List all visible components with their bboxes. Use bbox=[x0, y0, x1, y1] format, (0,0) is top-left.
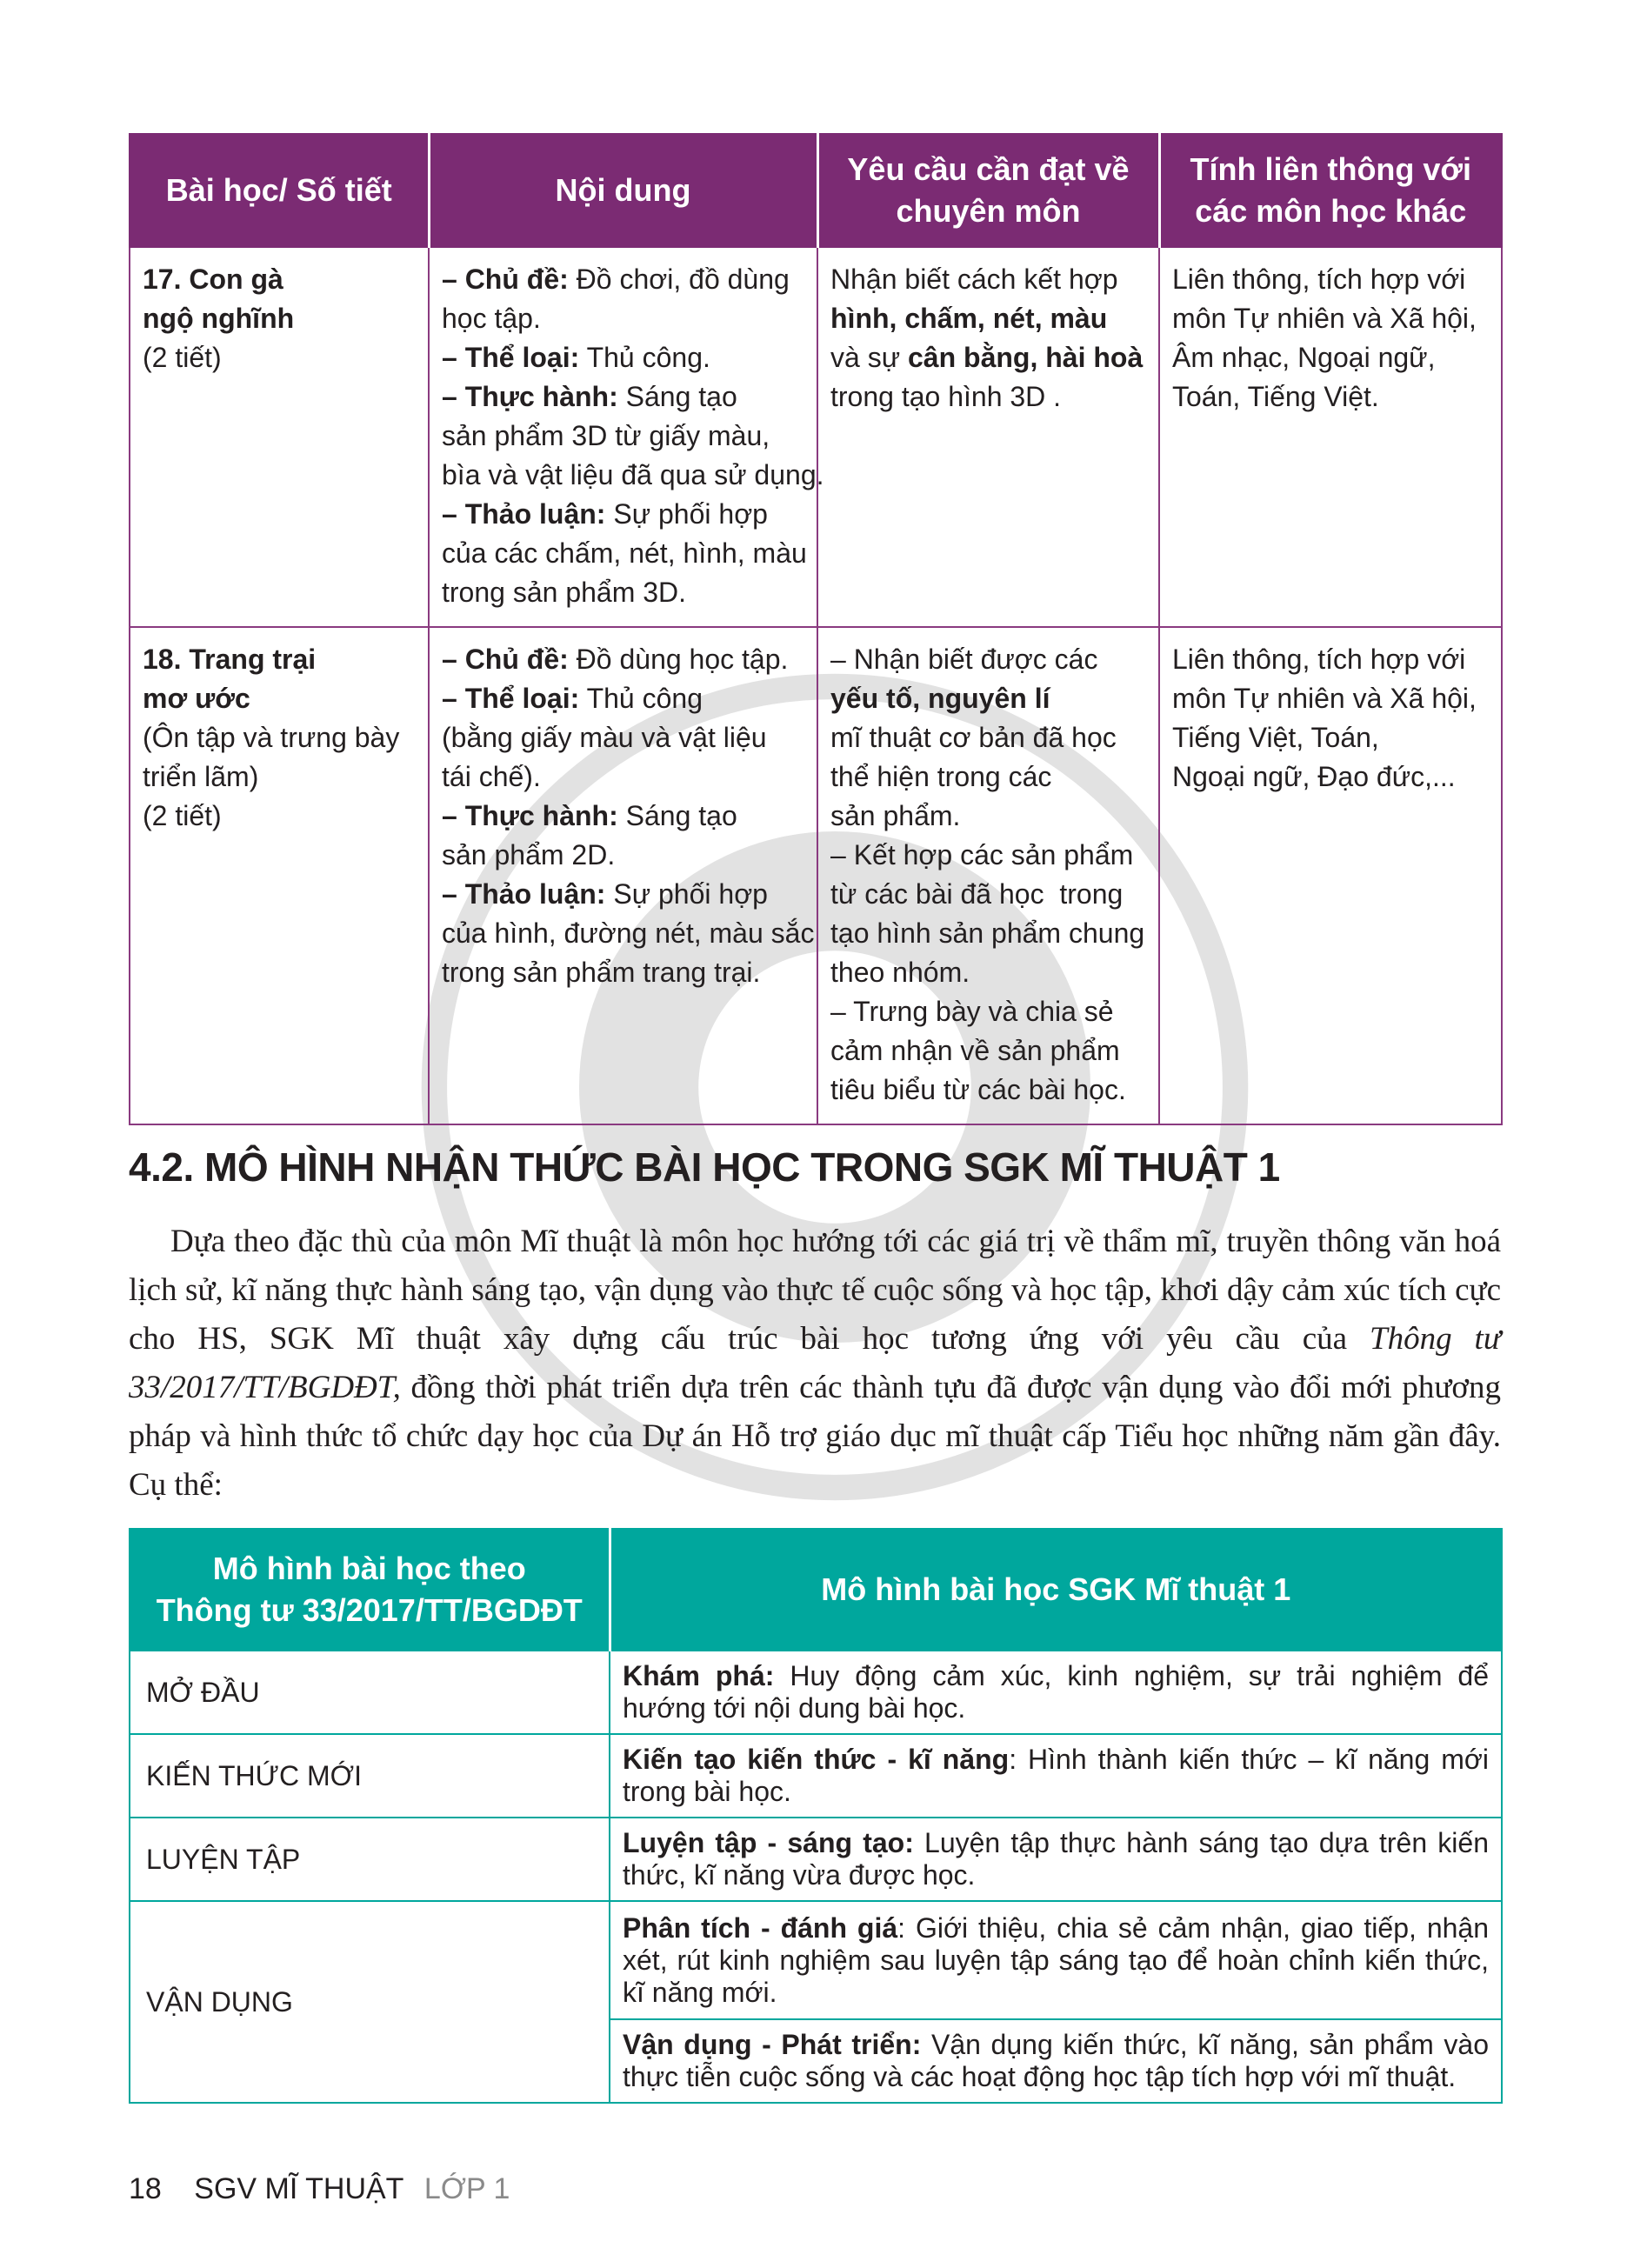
links-line: Toán, Tiếng Việt. bbox=[1172, 381, 1379, 412]
req-line: – Trưng bày và chia sẻ bbox=[830, 996, 1114, 1027]
req-line: – Nhận biết được các bbox=[830, 644, 1098, 675]
lesson-table bbox=[129, 133, 1503, 1125]
model-cell: Luyện tập - sáng tạo: Luyện tập thực hành sáng tạo dựa trên kiến thức, kĩ năng vừa được học. bbox=[610, 1818, 1502, 1901]
links-line: Ngoại ngữ, Đạo đức,... bbox=[1172, 761, 1456, 792]
table-row bbox=[130, 627, 1502, 1124]
content-line: – Thực hành: Sáng tạo bbox=[442, 800, 737, 831]
stage-cell: LUYỆN TẬP bbox=[130, 1818, 610, 1901]
section-heading: 4.2. MÔ HÌNH NHẬN THỨC BÀI HỌC TRONG SGK MĨ THUẬT 1 bbox=[129, 1144, 1280, 1190]
content-line: của hình, đường nét, màu sắc bbox=[442, 917, 815, 949]
links-line: Liên thông, tích hợp với bbox=[1172, 644, 1466, 675]
req-line: cảm nhận về sản phẩm bbox=[830, 1035, 1120, 1066]
table-row bbox=[130, 1651, 1502, 1734]
requirements-cell bbox=[817, 627, 1159, 1124]
model-cell: Khám phá: Huy động cảm xúc, kinh nghiệm, sự trải nghiệm để hướng tới nội dung bài học. bbox=[610, 1651, 1502, 1734]
content-line: trong sản phẩm 3D. bbox=[442, 577, 687, 608]
content-line: – Thảo luận: Sự phối hợp bbox=[442, 878, 768, 910]
lesson-title: 17. Con gà bbox=[143, 263, 283, 295]
content-line: của các chấm, nét, hình, màu bbox=[442, 537, 807, 569]
links-cell bbox=[1159, 247, 1502, 627]
page-number: 18 bbox=[129, 2172, 162, 2205]
links-line: môn Tự nhiên và Xã hội, bbox=[1172, 683, 1477, 714]
req-line: yếu tố, nguyên lí bbox=[830, 683, 1050, 714]
links-cell bbox=[1159, 627, 1502, 1124]
req-line: trong tạo hình 3D . bbox=[830, 381, 1062, 412]
lesson-title: 18. Trang trại bbox=[143, 644, 317, 675]
lesson-cell bbox=[130, 627, 429, 1124]
page-footer bbox=[129, 2172, 534, 2206]
book-title: SGV MĨ THUẬT bbox=[194, 2172, 404, 2205]
content-line: sản phẩm 2D. bbox=[442, 839, 616, 871]
content-line: học tập. bbox=[442, 303, 541, 334]
header-requirements: Yêu cầu cần đạt về chuyên môn bbox=[817, 134, 1159, 247]
links-line: môn Tự nhiên và Xã hội, bbox=[1172, 303, 1477, 334]
stage-cell: VẬN DỤNG bbox=[130, 1901, 610, 2103]
stage-cell: KIẾN THỨC MỚI bbox=[130, 1734, 610, 1818]
header-lesson: Bài học/ Số tiết bbox=[130, 134, 429, 247]
table-row bbox=[130, 247, 1502, 627]
lesson-model-table bbox=[129, 1528, 1503, 2104]
header-links: Tính liên thông với các môn học khác bbox=[1159, 134, 1502, 247]
table-row bbox=[130, 1818, 1502, 1901]
req-line: sản phẩm. bbox=[830, 800, 961, 831]
req-line: tạo hình sản phẩm chung bbox=[830, 917, 1145, 949]
header-content: Nội dung bbox=[429, 134, 817, 247]
stage-cell: MỞ ĐẦU bbox=[130, 1651, 610, 1734]
book-grade: LỚP 1 bbox=[423, 2172, 510, 2205]
header-circular-model: Mô hình bài học theo Thông tư 33/2017/TT/BGDĐT bbox=[130, 1529, 610, 1651]
lesson-table-header bbox=[130, 134, 1502, 247]
content-cell bbox=[429, 247, 824, 627]
req-line: hình, chấm, nét, màu bbox=[830, 303, 1108, 334]
content-line: sản phẩm 3D từ giấy màu, bbox=[442, 420, 770, 451]
lesson-note: (Ôn tập và trưng bày bbox=[143, 722, 400, 753]
content-cell bbox=[429, 627, 817, 1124]
content-line: – Chủ đề: Đồ dùng học tập. bbox=[442, 644, 789, 675]
req-line: – Kết hợp các sản phẩm bbox=[830, 839, 1134, 871]
content-line: (bằng giấy màu và vật liệu bbox=[442, 722, 767, 753]
model-cell: Phân tích - đánh giá: Giới thiệu, chia sẻ cảm nhận, giao tiếp, nhận xét, rút kinh nghiệm sau luyện tập sáng tạo để hoàn chỉnh kiến thức, kĩ năng mới. bbox=[610, 1901, 1502, 2019]
content-line: bìa và vật liệu đã qua sử dụng. bbox=[442, 459, 824, 490]
content-line: – Thể loại: Thủ công. bbox=[442, 342, 710, 373]
links-line: Âm nhạc, Ngoại ngữ, bbox=[1172, 342, 1436, 373]
lesson-periods: (2 tiết) bbox=[143, 800, 222, 831]
model-cell: Vận dụng - Phát triển: Vận dụng kiến thức, kĩ năng, sản phẩm vào thực tiễn cuộc sống và các hoạt động học tập tích hợp với mĩ thuật. bbox=[610, 2019, 1502, 2103]
content-line: – Thực hành: Sáng tạo bbox=[442, 381, 737, 412]
lesson-model-header bbox=[130, 1529, 1502, 1651]
section-paragraph: Dựa theo đặc thù của môn Mĩ thuật là môn học hướng tới các giá trị về thẩm mĩ, truyền thông văn hoá lịch sử, kĩ năng thực hành sáng tạo, vận dụng vào thực tế cuộc sống và học tập, khơi dậy cảm xúc tích cực cho HS, SGK Mĩ thuật xây dựng cấu trúc bài học tương ứng với yêu cầu của Thông tư 33/2017/TT/BGDĐT, đồng thời phát triển dựa trên các thành tựu đã được vận dụng vào đổi mới phương pháp và hình thức tổ chức dạy học của Dự án Hỗ trợ giáo dục mĩ thuật cấp Tiểu học những năm gần đây. Cụ thể: bbox=[129, 1224, 1501, 1503]
links-line: Liên thông, tích hợp với bbox=[1172, 263, 1466, 295]
content-line: – Thảo luận: Sự phối hợp bbox=[442, 498, 768, 530]
header-textbook-model: Mô hình bài học SGK Mĩ thuật 1 bbox=[610, 1529, 1502, 1651]
content-line: – Chủ đề: Đồ chơi, đồ dùng bbox=[442, 263, 790, 295]
lesson-title: ngộ nghĩnh bbox=[143, 303, 295, 334]
requirements-cell bbox=[817, 247, 1159, 627]
req-line: tiêu biểu từ các bài học. bbox=[830, 1074, 1126, 1105]
req-line: từ các bài đã học trong bbox=[830, 878, 1124, 910]
req-line: và sự cân bằng, hài hoà bbox=[830, 342, 1144, 373]
table-row bbox=[130, 1734, 1502, 1818]
req-line: thể hiện trong các bbox=[830, 761, 1052, 792]
content-line: trong sản phẩm trang trại. bbox=[442, 957, 761, 988]
content-line: tái chế). bbox=[442, 761, 541, 792]
req-line: mĩ thuật cơ bản đã học bbox=[830, 722, 1117, 753]
lesson-periods: (2 tiết) bbox=[143, 342, 222, 373]
req-line: theo nhóm. bbox=[830, 957, 970, 988]
lesson-cell bbox=[130, 247, 429, 627]
model-cell: Kiến tạo kiến thức - kĩ năng: Hình thành kiến thức – kĩ năng mới trong bài học. bbox=[610, 1734, 1502, 1818]
req-line: Nhận biết cách kết hợp bbox=[830, 263, 1118, 295]
links-line: Tiếng Việt, Toán, bbox=[1172, 722, 1379, 753]
table-row bbox=[130, 1901, 1502, 2019]
lesson-note: triển lãm) bbox=[143, 761, 259, 792]
lesson-title: mơ ước bbox=[143, 683, 250, 714]
content-line: – Thể loại: Thủ công bbox=[442, 683, 703, 714]
